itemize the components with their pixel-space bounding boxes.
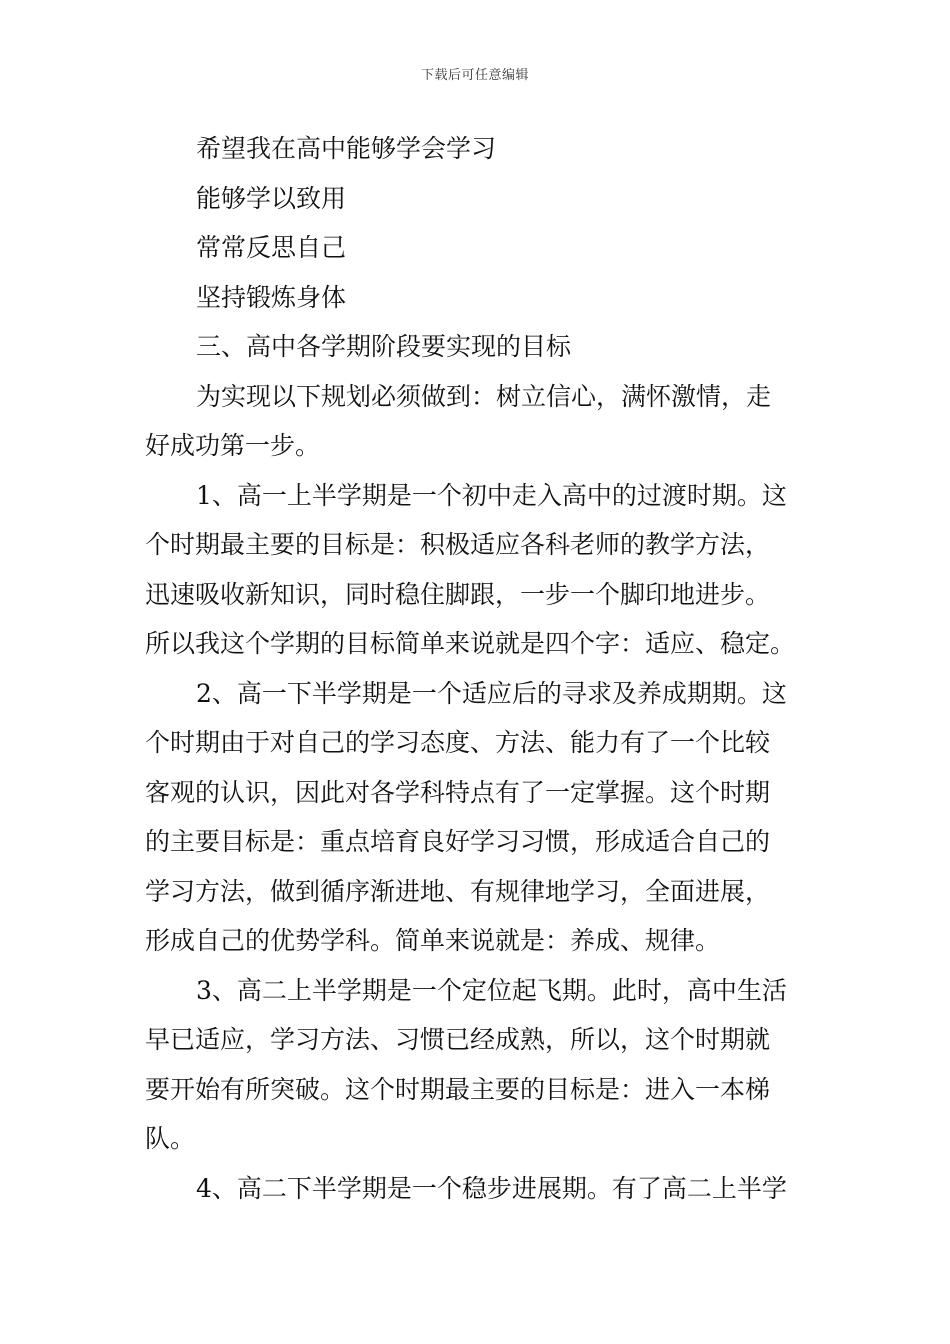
p3-line-4: 队。: [145, 1124, 196, 1153]
list-line-3: 常常反思自己: [196, 233, 347, 262]
intro-line-2: 好成功第一步。: [145, 431, 321, 460]
p3-line-3: 要开始有所突破。这个时期最主要的目标是：进入一本梯: [145, 1074, 771, 1104]
p2-line-3: 客观的认识，因此对各学科特点有了一定掌握。这个时期: [145, 777, 771, 807]
p1-line-1: 1、高一上半学期是一个初中走入高中的过渡时期。这: [196, 480, 787, 510]
p1-line-4: 所以我这个学期的目标简单来说就是四个字：适应、稳定。: [145, 629, 796, 658]
p3-line-2: 早已适应，学习方法、习惯已经成熟，所以，这个时期就: [145, 1025, 771, 1054]
list-line-1: 希望我在高中能够学会学习: [196, 134, 497, 163]
intro-line-1: 为实现以下规划必须做到：树立信心，满怀激情，走: [196, 381, 772, 411]
p2-line-2: 个时期由于对自己的学习态度、方法、能力有了一个比较: [145, 728, 771, 757]
list-line-4: 坚持锻炼身体: [196, 282, 347, 312]
p2-line-6: 形成自己的优势学科。简单来说就是：养成、规律。: [145, 926, 721, 955]
p3-line-1: 3、高二上半学期是一个定位起飞期。此时，高中生活: [196, 975, 787, 1005]
p2-line-1: 2、高一下半学期是一个适应后的寻求及养成期期。这: [196, 678, 787, 708]
paragraph-1: [145, 471, 810, 669]
paragraph-3: [145, 966, 810, 1164]
page-header-note: 下载后可任意编辑: [420, 68, 529, 83]
paragraph-4: [145, 1164, 810, 1214]
paragraph-2: [145, 669, 810, 966]
list-line-2: 能够学以致用: [196, 183, 347, 213]
section-heading: 三、高中各学期阶段要实现的目标: [196, 332, 572, 361]
p1-line-2: 个时期最主要的目标是：积极适应各科老师的教学方法，: [145, 530, 771, 559]
document-body: [145, 124, 810, 1213]
p2-line-5: 学习方法，做到循序渐进地、有规律地学习，全面进展，: [145, 876, 771, 906]
p4-line-1: 4、高二下半学期是一个稳步进展期。有了高二上半学: [196, 1173, 787, 1203]
p2-line-4: 的主要目标是：重点培育良好学习习惯，形成适合自己的: [145, 827, 771, 856]
p1-line-3: 迅速吸收新知识，同时稳住脚跟，一步一个脚印地进步。: [145, 579, 771, 609]
intro-paragraph: [145, 372, 810, 471]
